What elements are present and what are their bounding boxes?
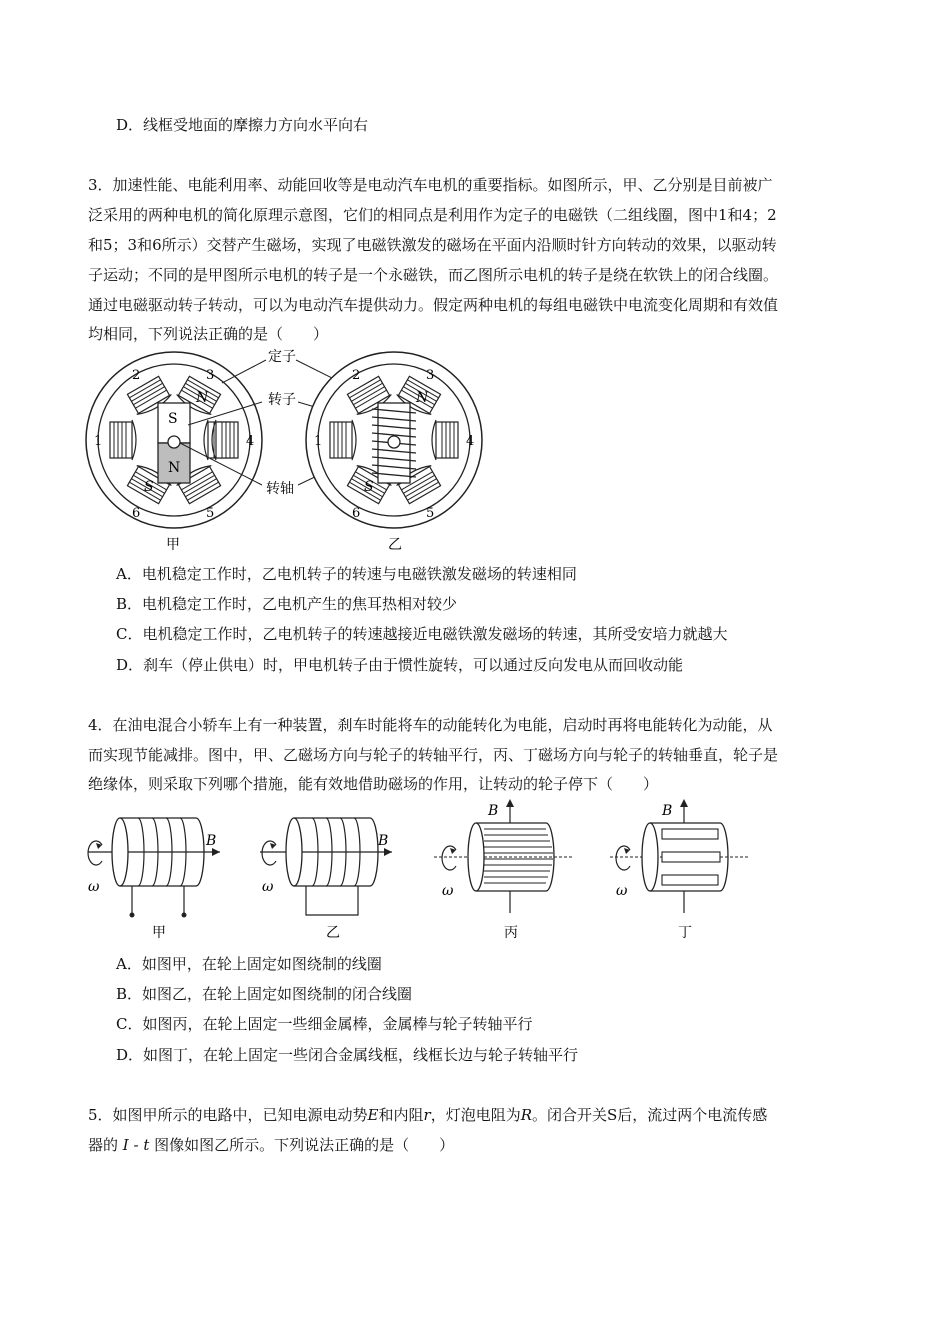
wheel-ding [610,799,748,941]
q4-stem-line-3: 绝缘体，则采取下列哪个措施，能有效地借助磁场的作用，让转动的轮子停下（ ） [88,775,659,793]
num-6: 6 [132,506,141,521]
num-1: 1 [94,434,103,449]
label-rotor: 转子 [268,392,296,408]
q4-stem-line-1: 4．在油电混合小轿车上有一种装置，刹车时能将车的动能转化为电能，启动时再将电能转化为动能，从 [88,716,773,734]
coil-pole-s-yi: S [364,479,374,495]
motor-jia [86,352,262,553]
caption-yi: 乙 [388,537,402,553]
q5-text-f: 图像如图乙所示。下列说法正确的是（ ） [154,1136,455,1154]
q3-motor-diagram [80,345,500,555]
q3-stem-line-2: 泛采用的两种电机的简化原理示意图，它们的相同点是利用作为定子的电磁铁（二组线圈，图中1和4；2 [88,206,777,224]
q3-stem-line-3: 和5；3和6所示）交替产生磁场，实现了电磁铁激发的磁场在平面内沿顺时针方向转动的效果，以驱动转 [88,236,777,254]
coil-pole-n-yi: N [416,390,429,406]
num-5-yi: 5 [426,506,435,521]
q3-stem-line-6: 均相同，下列说法正确的是（ ） [88,325,329,343]
q4-option-c: C．如图丙，在轮上固定一些细金属棒，金属棒与轮子转轴平行 [116,1015,533,1033]
wheel-bing [434,799,572,941]
num-4: 4 [246,434,255,449]
q5-stem-line-1 [88,1105,868,1125]
shaft-icon [168,436,180,448]
num-3-yi: 3 [426,368,435,383]
q5-text-e: 器的 [88,1136,119,1154]
num-2: 2 [132,368,141,383]
wheel-yi [260,818,392,941]
q5-R: R [520,1106,532,1124]
num-5: 5 [206,506,215,521]
q3-stem-line-5: 通过电磁驱动转子转动，可以为电动汽车提供动力。假定两种电机的每组电磁铁中电流变化周期和有效值 [88,296,779,314]
num-3: 3 [206,368,215,383]
num-4-yi: 4 [466,434,475,449]
omega-label-bing: ω [442,883,454,899]
omega-label-ding: ω [616,883,628,899]
q5-emf: E [367,1106,379,1124]
caption-bing: 丙 [504,925,518,941]
q4-option-d: D．如图丁，在轮上固定一些闭合金属线框，线框长边与轮子转轴平行 [116,1046,579,1064]
label-shaft: 转轴 [266,481,294,497]
b-label-bing: B [488,803,499,819]
q5-text-a: 5．如图甲所示的电路中，已知电源电动势 [88,1106,368,1124]
caption-ding: 丁 [678,925,692,941]
q5-it-label: I - t [122,1136,150,1154]
pole-n-label: N [168,460,181,476]
q5-stem-line-2 [88,1135,868,1155]
q3-stem-line-1: 3．加速性能、电能利用率、动能回收等是电动汽车电机的重要指标。如图所示，甲、乙分别是目前被广 [88,176,773,194]
q5-text-b: 和内阻 [378,1106,424,1124]
q3-option-b: B．电机稳定工作时，乙电机产生的焦耳热相对较少 [116,595,458,613]
q3-option-c: C．电机稳定工作时，乙电机转子的转速越接近电磁铁激发磁场的转速，其所受安培力就越大 [116,625,728,643]
q4-option-b: B．如图乙，在轮上固定如图绕制的闭合线圈 [116,985,413,1003]
caption-yi: 乙 [326,925,340,941]
q3-option-d: D．刹车（停止供电）时，甲电机转子由于惯性旋转，可以通过反向发电从而回收动能 [116,656,684,674]
q4-stem-line-2: 而实现节能减排。图中，甲、乙磁场方向与轮子的转轴平行，丙、丁磁场方向与轮子的转轴垂直，轮子是 [88,746,779,764]
q4-wheel-diagram [80,795,760,945]
label-stator: 定子 [268,349,296,365]
wheel-jia [88,818,220,941]
omega-label-yi: ω [262,879,274,895]
coil-pole-s: S [144,479,154,495]
num-6-yi: 6 [352,506,361,521]
q3-stem-line-4: 子运动；不同的是甲图所示电机的转子是一个永磁铁，而乙图所示电机的转子是绕在软铁上的闭合线圈。 [88,266,779,284]
b-label-ding: B [662,803,673,819]
num-1-yi: 1 [314,434,323,449]
b-label-jia: B [206,833,217,849]
caption-jia: 甲 [152,925,166,941]
coil-pole-n: N [196,390,209,406]
q2-option-d: D．线框受地面的摩擦力方向水平向右 [116,116,369,134]
q5-r: r [423,1106,431,1124]
q5-text-d: 。闭合开关S后，流过两个电流传感 [532,1106,768,1124]
shaft-icon [388,436,400,448]
caption-jia: 甲 [166,537,180,553]
q4-option-a: A．如图甲，在轮上固定如图绕制的线圈 [116,955,382,973]
num-2-yi: 2 [352,368,361,383]
b-label-yi: B [378,833,389,849]
q3-option-a: A．电机稳定工作时，乙电机转子的转速与电磁铁激发磁场的转速相同 [116,565,577,583]
pole-s-label: S [168,411,178,427]
motor-yi [306,352,482,553]
omega-label-jia: ω [88,879,100,895]
q5-text-c: ，灯泡电阻为 [430,1106,521,1124]
